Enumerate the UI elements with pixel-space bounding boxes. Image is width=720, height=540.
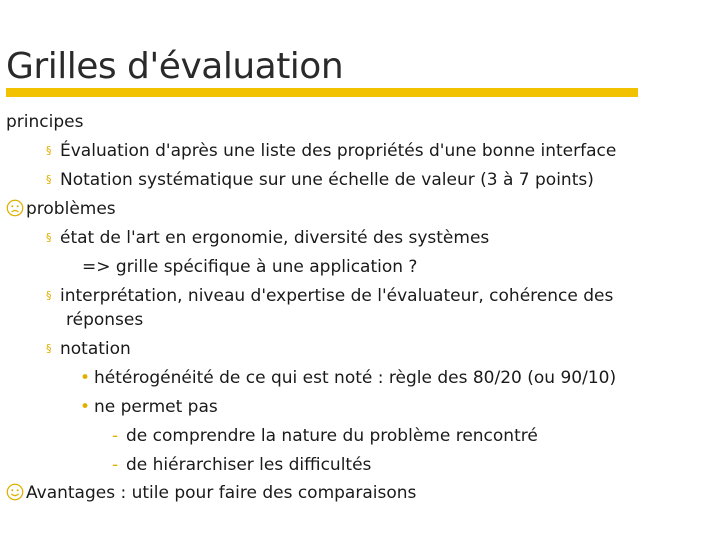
list-item-text: interprétation, niveau d'expertise de l'évaluateur, cohérence des bbox=[60, 286, 614, 306]
list-item-text: notation bbox=[60, 339, 131, 359]
list-item bbox=[80, 367, 616, 389]
round-bullet-icon: • bbox=[80, 397, 91, 417]
list-item bbox=[46, 140, 616, 162]
sad-face-icon bbox=[6, 199, 24, 217]
list-item-text: hétérogénéité de ce qui est noté : règle des 80/20 (ou 90/10) bbox=[94, 368, 617, 388]
list-item bbox=[80, 396, 218, 418]
list-item bbox=[46, 227, 489, 249]
list-item-text: état de l'art en ergonomie, diversité des systèmes bbox=[60, 228, 490, 248]
square-bullet-icon: § bbox=[46, 144, 52, 157]
slide-title: Grilles d'évaluation bbox=[6, 46, 344, 87]
square-bullet-icon: § bbox=[46, 231, 52, 244]
square-bullet-icon: § bbox=[46, 289, 52, 302]
list-item-text: Évaluation d'après une liste des propriétés d'une bonne interface bbox=[60, 141, 617, 161]
square-bullet-icon: § bbox=[46, 173, 52, 186]
list-item bbox=[112, 454, 371, 476]
list-item-text: problèmes bbox=[26, 199, 116, 219]
list-item bbox=[6, 198, 116, 220]
list-item bbox=[46, 338, 131, 360]
list-item bbox=[46, 169, 594, 191]
list-item bbox=[46, 285, 613, 307]
list-item-text: de hiérarchiser les difficultés bbox=[126, 455, 372, 475]
list-item-text: ne permet pas bbox=[94, 397, 218, 417]
list-item-text: => grille spécifique à une application ? bbox=[82, 257, 418, 277]
square-bullet-icon: § bbox=[46, 342, 52, 355]
list-item-text: de comprendre la nature du problème rencontré bbox=[126, 426, 538, 446]
list-item-text: principes bbox=[6, 112, 84, 132]
round-bullet-icon: • bbox=[80, 368, 91, 388]
list-item-text: Notation systématique sur une échelle de valeur (3 à 7 points) bbox=[60, 170, 594, 190]
dash-bullet-icon: - bbox=[112, 426, 119, 446]
dash-bullet-icon: - bbox=[112, 455, 119, 475]
list-item bbox=[6, 482, 416, 504]
list-item-text: réponses bbox=[66, 310, 144, 330]
list-item bbox=[66, 309, 143, 331]
list-item-text: Avantages : utile pour faire des comparaisons bbox=[26, 483, 417, 503]
list-item bbox=[6, 111, 83, 133]
list-item bbox=[82, 256, 417, 278]
list-item bbox=[112, 425, 538, 447]
smiley-face-icon bbox=[6, 483, 24, 501]
